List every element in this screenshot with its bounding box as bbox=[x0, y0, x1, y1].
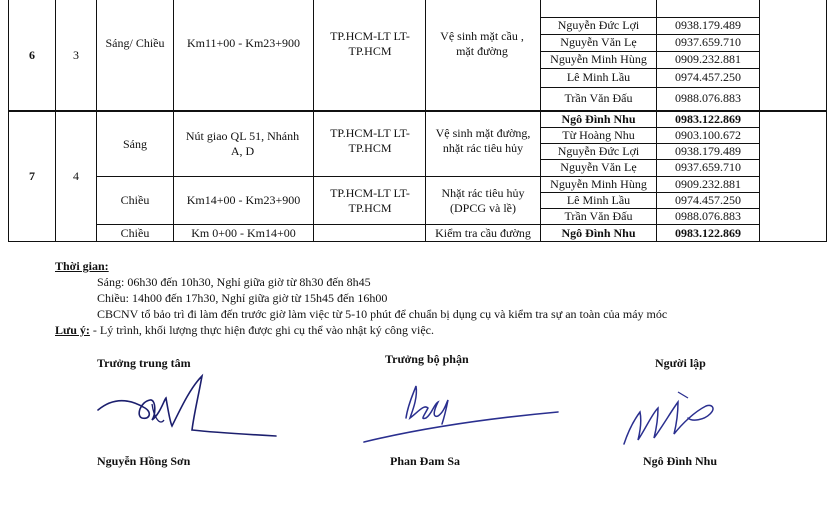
row-7-task: Kiểm tra cầu đường bbox=[435, 225, 531, 240]
row-6-task: Vệ sinh mặt cầu , mặt đường bbox=[440, 29, 524, 58]
signer-name: Phan Đam Sa bbox=[390, 454, 461, 468]
signature-title: Người lập bbox=[655, 356, 706, 370]
signature-title: Trưởng bộ phận bbox=[385, 352, 469, 366]
row-7-staff-name: Ngô Đình Nhu bbox=[561, 225, 636, 240]
morning-hours: Sáng: 06h30 đến 10h30, Nghỉ giữa giờ từ 8h30 đến 8h45 bbox=[97, 275, 371, 289]
row-6-group: 3 bbox=[73, 47, 79, 62]
row-7-staff-phone: 0938.179.489 bbox=[675, 143, 741, 158]
row-6-route: TP.HCM-LT LT-TP.HCM bbox=[330, 29, 410, 58]
signer-name: Nguyễn Hồng Sơn bbox=[97, 454, 191, 468]
row-7-staff-phone: 0974.457.250 bbox=[675, 192, 741, 207]
row-6-staff-phone: 0974.457.250 bbox=[675, 70, 741, 84]
note-line bbox=[55, 323, 434, 338]
afternoon-hours: Chiều: 14h00 đến 17h30, Nghỉ giữa giờ từ 15h45 đến 16h00 bbox=[97, 291, 388, 305]
row-6-staff-name: Trần Văn Đấu bbox=[564, 91, 633, 105]
row-7-staff-name: Nguyễn Đức Lợi bbox=[557, 143, 640, 158]
early-arrival-note: CBCNV tổ bảo trì đi làm đến trước giờ làm việc từ 5-10 phút để chuẩn bị dụng cụ và kiểm tra sự an toàn của máy móc bbox=[97, 307, 668, 321]
signer-name: Ngô Đình Nhu bbox=[643, 454, 718, 468]
row-7-shift: Sáng bbox=[123, 136, 147, 151]
row-7-staff-name: Trần Văn Đấu bbox=[564, 208, 633, 223]
row-7-staff-phone: 0983.122.869 bbox=[675, 225, 741, 240]
row-7-staff-phone: 0909.232.881 bbox=[675, 176, 741, 191]
row-7-task: Nhặt rác tiêu hủy (DPCG và lề) bbox=[441, 185, 525, 215]
signature-mark bbox=[362, 378, 562, 448]
signature-mark bbox=[90, 370, 280, 450]
row-6-staff-name: Nguyễn Văn Lẹ bbox=[560, 35, 637, 49]
row-6-shift: Sáng/ Chiều bbox=[105, 35, 165, 50]
row-7-staff-phone: 0937.659.710 bbox=[675, 160, 741, 174]
row-6-staff-phone: 0938.179.489 bbox=[675, 18, 741, 32]
signature-mark bbox=[618, 384, 728, 450]
row-7-staff-phone: 0988.076.883 bbox=[675, 208, 741, 223]
row-7-route: TP.HCM-LT LT-TP.HCM bbox=[330, 185, 410, 215]
row-6-staff-phone: 0937.659.710 bbox=[675, 35, 741, 49]
row-6-location: Km11+00 - Km23+900 bbox=[186, 35, 301, 50]
row-7-stt: 7 bbox=[29, 169, 35, 183]
row-7-staff-phone: 0983.122.869 bbox=[675, 112, 741, 126]
row-7-staff-name: Từ Hoàng Nhu bbox=[562, 127, 635, 142]
row-7-location: Nút giao QL 51, Nhánh A, D bbox=[185, 129, 300, 158]
row-7-staff-name: Nguyễn Minh Hùng bbox=[550, 176, 647, 191]
row-7-route bbox=[314, 225, 425, 241]
row-7-location: Km14+00 - Km23+900 bbox=[186, 193, 301, 207]
row-7-staff-name: Nguyễn Văn Lẹ bbox=[560, 160, 637, 174]
row-6-staff-name: Nguyễn Đức Lợi bbox=[557, 18, 640, 32]
row-6-staff-phone: 0909.232.881 bbox=[675, 52, 741, 66]
row-7-location: Km 0+00 - Km14+00 bbox=[191, 225, 296, 240]
row-7-staff-name: Lê Minh Lầu bbox=[566, 192, 631, 207]
row-6-staff-name: Nguyễn Minh Hùng bbox=[550, 52, 647, 66]
row-7-shift: Chiều bbox=[120, 225, 150, 240]
signature-title: Trưởng trung tâm bbox=[97, 356, 191, 370]
row-6-staff-name: Lê Minh Lầu bbox=[566, 70, 631, 84]
row-6-staff-phone: 0988.076.883 bbox=[675, 91, 741, 105]
row-7-staff-phone: 0903.100.672 bbox=[675, 127, 741, 142]
row-7-shift: Chiều bbox=[120, 193, 150, 207]
row-7-route: TP.HCM-LT LT-TP.HCM bbox=[330, 126, 410, 155]
note-text: - Lý trình, khối lượng thực hiện được ghi cụ thể vào nhật ký công việc. bbox=[89, 323, 435, 337]
row-7-group: 4 bbox=[73, 169, 79, 183]
row-6-stt: 6 bbox=[29, 47, 35, 62]
row-7-staff-name: Ngô Đình Nhu bbox=[561, 112, 636, 126]
row-7-task: Vệ sinh mặt đường, nhặt rác tiêu hủy bbox=[435, 126, 531, 155]
note-heading: Lưu ý: bbox=[55, 323, 90, 337]
time-heading: Thời gian: bbox=[55, 259, 109, 273]
